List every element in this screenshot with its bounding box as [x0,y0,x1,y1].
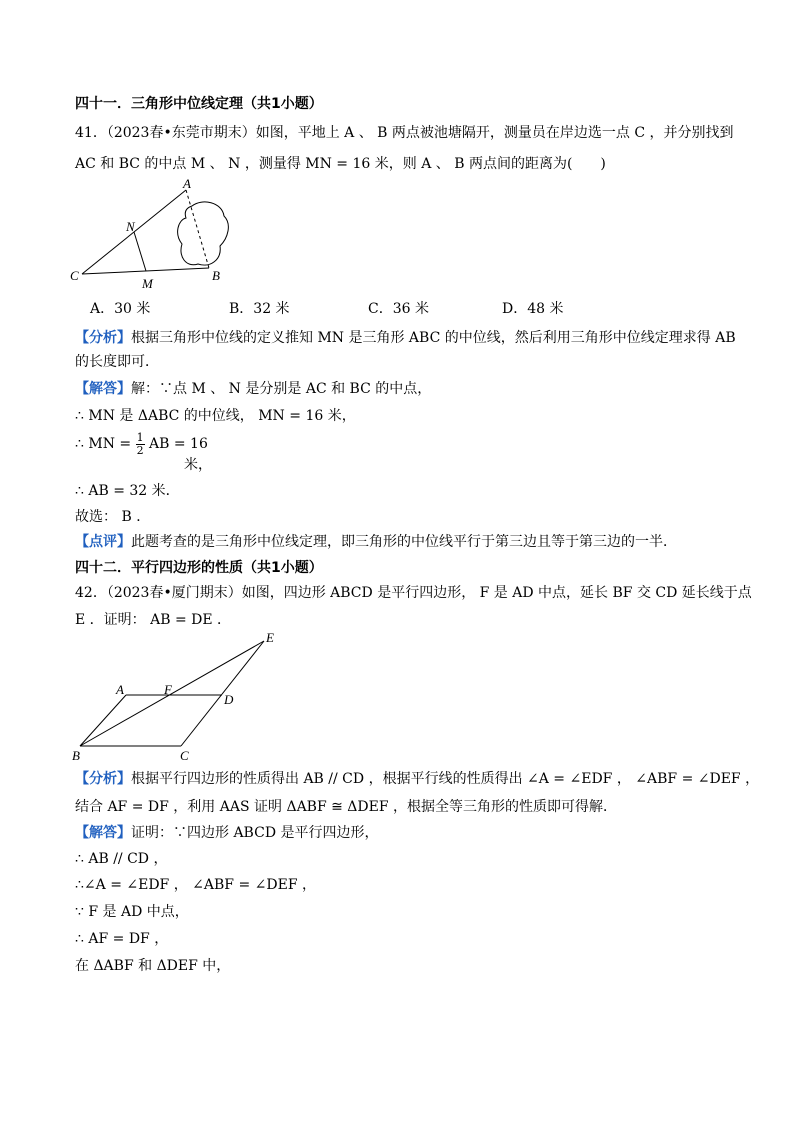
answer-tag: 【解答】 [75,381,131,397]
answer-42-line-6: 在 ΔABF 和 ΔDEF 中， [75,958,231,974]
option-c: C．36 米 [368,301,429,317]
point-label-b: B [212,268,220,283]
question-41-line-2: AC 和 BC 的中点 M 、 N ，测量得 MN = 16 米，则 A 、 B 两点间的距离为( ) [75,156,606,172]
option-b: B．32 米 [229,301,290,317]
segment-ce [181,641,264,746]
question-41-line-1: 41．（2023春•东莞市期末）如图，平地上 A 、 B 两点被池塘隔开，测量员在岸边选一点 C ，并分别找到 [75,125,734,141]
answer-41-line-2: ∴ MN 是 ΔABC 的中位线， MN = 16 米， [75,408,356,424]
answer-tag: 【解答】 [75,825,131,841]
fraction-numerator: 1 [136,431,144,444]
segment-nm [134,232,146,271]
section-heading-41: 四十一．三角形中位线定理（共1小题） [75,96,323,112]
fraction-one-half [136,432,145,456]
answer-41-expr-pre: ∴ MN = [75,436,132,453]
answer-42-line-5: ∴ AF = DF ， [75,931,169,947]
question-42-line-2: E ．证明： AB = DE ． [75,612,232,628]
analysis-tag: 【分析】 [75,771,131,787]
point-label-c: C [180,748,189,763]
point-label-c: C [70,268,79,283]
analysis-42-line-1 [75,772,759,786]
answer-42-line-2: ∴ AB // CD ， [75,851,168,867]
answer-41-unit: 米， [184,457,212,473]
analysis-tag: 【分析】 [75,330,131,346]
triangle-figure-41 [62,176,242,296]
pond-outline [178,202,229,265]
analysis-42-line-2: 结合 AF = DF ，利用 AAS 证明 ΔABF ≅ ΔDEF ，根据全等三角形的性质即可得解． [75,799,618,815]
answer-42-line-1 [75,826,379,840]
segment-ab [80,695,126,746]
point-label-d: D [224,692,234,707]
fraction-denominator: 2 [136,443,144,457]
segment-be [80,641,264,746]
point-label-m: M [142,276,153,291]
point-label-n: N [126,219,135,234]
analysis-41-text: 根据三角形中位线的定义推知 MN 是三角形 ABC 的中位线，然后利用三角形中位线定理求得 AB [131,330,736,346]
section-heading-42: 四十二．平行四边形的性质（共1小题） [75,560,323,576]
answer-41-line-5: 故选： B ． [75,509,151,525]
option-a: A．30 米 [90,301,151,317]
comment-41 [75,535,677,549]
point-label-e: E [266,630,274,645]
point-label-f: F [164,682,172,697]
question-42-line-1: 42．（2023春•厦门期末）如图，四边形 ABCD 是平行四边形， F 是 AD 中点，延长 BF 交 CD 延长线于点 [75,585,752,601]
analysis-41-line-1 [75,331,736,345]
option-d: D．48 米 [502,301,564,317]
analysis-42-text: 根据平行四边形的性质得出 AB // CD ，根据平行线的性质得出 ∠A = ∠EDF ， ∠ABF = ∠DEF ， [131,771,760,787]
answer-41-text: 解：∵点 M 、 N 是分别是 AC 和 BC 的中点， [131,381,432,397]
answer-41-line-3 [75,432,208,456]
point-label-a: A [116,682,124,697]
comment-tag: 【点评】 [75,534,131,550]
answer-42-line-4: ∵ F 是 AD 中点， [75,904,189,920]
comment-41-text: 此题考查的是三角形中位线定理，即三角形的中位线平行于第三边且等于第三边的一半． [131,534,677,550]
answer-42-line-3: ∴∠A = ∠EDF ， ∠ABF = ∠DEF ， [75,877,316,893]
answer-42-text: 证明：∵四边形 ABCD 是平行四边形， [131,825,379,841]
answer-41-line-1 [75,382,431,396]
answer-41-expr-post: AB = 16 [149,436,208,453]
point-label-a: A [183,176,191,191]
answer-41-line-4: ∴ AB = 32 米． [75,483,180,499]
parallelogram-figure-42 [66,628,296,766]
point-label-b: B [72,748,80,763]
analysis-41-line-2: 的长度即可． [75,354,159,370]
